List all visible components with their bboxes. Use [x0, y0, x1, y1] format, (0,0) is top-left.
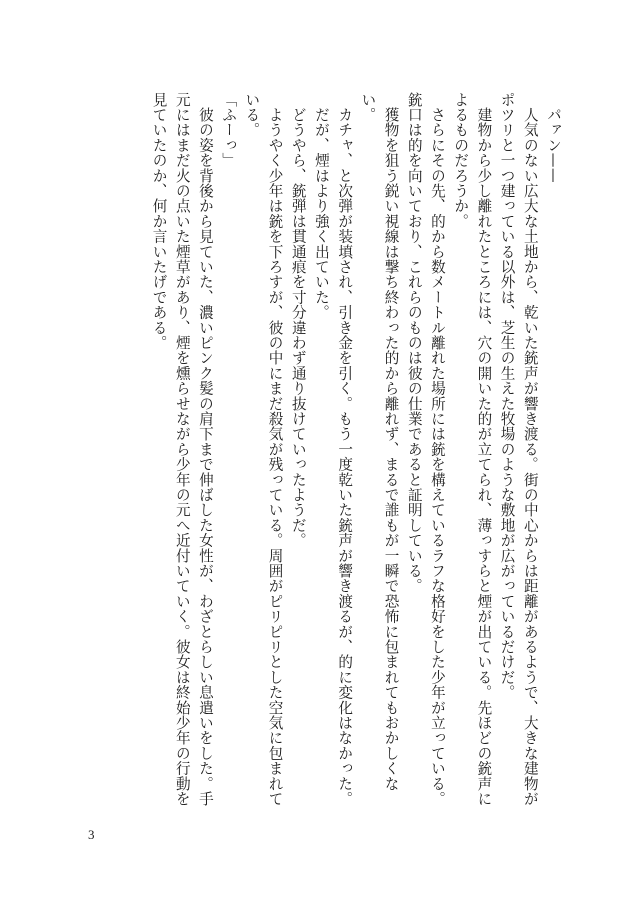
paragraph: どうやら、銃弾は貫通痕を寸分違わず通り抜けていったようだ。 [289, 92, 307, 548]
paragraph: さらにその先、的から数メートル離れた場所には銃を構えているラフな格好をした少年が立っている。銃口は的を向いており、これらのものは彼の仕業であると証明している。 [405, 92, 446, 807]
paragraph: だが、煙はより強く出ていた。 [312, 92, 330, 320]
paragraph: 人気のない広大な土地から、乾いた銃声が響き渡る。街の中心からは距離があるようで、大きな建物がポツリと一つ建っている以外は、芝生の生えた牧場のような敷地が広がっているだけだ。 [498, 92, 539, 807]
paragraph: 建物から少し離れたところには、穴の開いた的が立てられ、薄っすらと煙が出ている。先ほどの銃声によるものだろうか。 [452, 92, 493, 807]
page-number: 3 [88, 827, 95, 842]
paragraph: 彼の姿を背後から見ていた、濃いピンク髪の肩下まで伸ばした女性が、わざとらしい息遣いをした。手元にはまだ火の点いた煙草があり、煙を燻らせながら少年の元へ近付いていく。彼女は終始少年の行動を見ていたのか、何か言いたげである。 [150, 92, 214, 807]
paragraph: ようやく少年は銃を下ろすが、彼の中にまだ殺気が残っている。周囲がピリピリとした空気に包まれている。 [243, 92, 284, 807]
paragraph: カチャ、と次弾が装填され、引き金を引く。もう一度乾いた銃声が響き渡るが、的に変化はなかった。 [336, 92, 354, 807]
vertical-text-body [147, 92, 565, 812]
paragraph: 「ふーっ」 [220, 92, 238, 168]
paragraph: パァン—— [545, 92, 562, 184]
paragraph: 獲物を狙う鋭い視線は撃ち終わった的から離れず、まるで誰もが一瞬で恐怖に包まれてもおかしくない。 [359, 92, 400, 792]
